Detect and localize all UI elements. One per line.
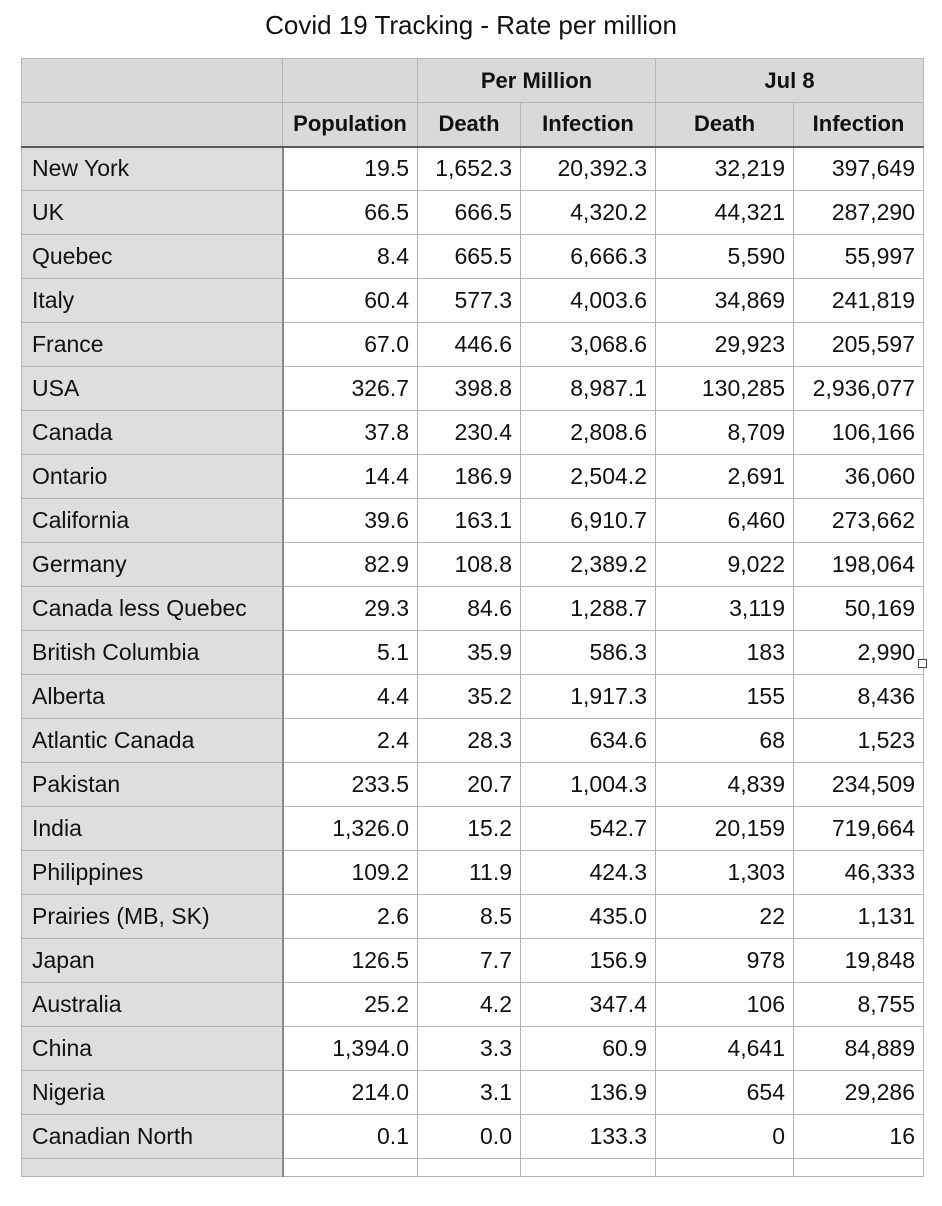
death-cell[interactable]: 4,641 xyxy=(656,1027,794,1071)
infection-cell[interactable]: 36,060 xyxy=(794,455,924,499)
pm-death-cell[interactable]: 3.3 xyxy=(418,1027,521,1071)
pm-infection-cell[interactable]: 2,389.2 xyxy=(521,543,656,587)
pm-death-cell[interactable]: 1,652.3 xyxy=(418,147,521,191)
pm-infection-cell[interactable]: 3,068.6 xyxy=(521,323,656,367)
population-cell[interactable]: 29.3 xyxy=(283,587,418,631)
death-cell[interactable]: 32,219 xyxy=(656,147,794,191)
pm-infection-cell[interactable]: 60.9 xyxy=(521,1027,656,1071)
pm-death-cell[interactable]: 84.6 xyxy=(418,587,521,631)
region-cell[interactable]: China xyxy=(22,1027,283,1071)
pm-infection-cell[interactable]: 133.3 xyxy=(521,1115,656,1159)
pm-death-cell[interactable]: 446.6 xyxy=(418,323,521,367)
infection-cell[interactable]: 241,819 xyxy=(794,279,924,323)
region-cell[interactable]: Germany xyxy=(22,543,283,587)
header-group-date[interactable]: Jul 8 xyxy=(656,59,924,103)
population-cell[interactable]: 66.5 xyxy=(283,191,418,235)
population-cell[interactable]: 67.0 xyxy=(283,323,418,367)
pm-death-cell[interactable]: 3.1 xyxy=(418,1071,521,1115)
infection-cell[interactable]: 106,166 xyxy=(794,411,924,455)
pm-death-cell[interactable]: 11.9 xyxy=(418,851,521,895)
infection-cell[interactable]: 1,131 xyxy=(794,895,924,939)
infection-cell[interactable]: 1,523 xyxy=(794,719,924,763)
region-cell[interactable]: Australia xyxy=(22,983,283,1027)
header-pm-infection[interactable]: Infection xyxy=(521,103,656,147)
population-cell[interactable]: 2.6 xyxy=(283,895,418,939)
death-cell[interactable]: 2,691 xyxy=(656,455,794,499)
region-cell[interactable]: Canadian North xyxy=(22,1115,283,1159)
population-cell[interactable]: 5.1 xyxy=(283,631,418,675)
death-cell[interactable]: 6,460 xyxy=(656,499,794,543)
pm-death-cell[interactable]: 35.9 xyxy=(418,631,521,675)
cell-resize-handle[interactable] xyxy=(918,659,927,668)
region-cell[interactable]: Quebec xyxy=(22,235,283,279)
pm-infection-cell[interactable]: 424.3 xyxy=(521,851,656,895)
empty-cell[interactable] xyxy=(656,1159,794,1177)
infection-cell[interactable]: 2,990 xyxy=(794,631,924,675)
death-cell[interactable]: 155 xyxy=(656,675,794,719)
empty-row xyxy=(22,1159,924,1177)
pm-infection-cell[interactable]: 20,392.3 xyxy=(521,147,656,191)
infection-cell[interactable]: 50,169 xyxy=(794,587,924,631)
table-row xyxy=(22,763,924,807)
death-cell[interactable]: 183 xyxy=(656,631,794,675)
table-row xyxy=(22,499,924,543)
population-cell[interactable]: 214.0 xyxy=(283,1071,418,1115)
death-cell[interactable]: 130,285 xyxy=(656,367,794,411)
death-cell[interactable]: 0 xyxy=(656,1115,794,1159)
table-row xyxy=(22,939,924,983)
header-empty-cell[interactable] xyxy=(283,59,418,103)
infection-cell[interactable]: 273,662 xyxy=(794,499,924,543)
region-cell[interactable]: Canada xyxy=(22,411,283,455)
pm-death-cell[interactable]: 7.7 xyxy=(418,939,521,983)
region-cell[interactable]: Italy xyxy=(22,279,283,323)
pm-death-cell[interactable]: 20.7 xyxy=(418,763,521,807)
infection-cell[interactable]: 8,436 xyxy=(794,675,924,719)
empty-cell[interactable] xyxy=(521,1159,656,1177)
death-cell[interactable]: 20,159 xyxy=(656,807,794,851)
region-cell[interactable]: New York xyxy=(22,147,283,191)
table-row xyxy=(22,807,924,851)
table-row xyxy=(22,851,924,895)
empty-cell[interactable] xyxy=(418,1159,521,1177)
pm-infection-cell[interactable]: 1,004.3 xyxy=(521,763,656,807)
infection-cell[interactable]: 397,649 xyxy=(794,147,924,191)
table-row xyxy=(22,719,924,763)
table-row xyxy=(22,191,924,235)
pm-infection-cell[interactable]: 435.0 xyxy=(521,895,656,939)
infection-cell[interactable]: 84,889 xyxy=(794,1027,924,1071)
pm-death-cell[interactable]: 398.8 xyxy=(418,367,521,411)
infection-cell[interactable]: 2,936,077 xyxy=(794,367,924,411)
population-cell[interactable]: 14.4 xyxy=(283,455,418,499)
pm-death-cell[interactable]: 28.3 xyxy=(418,719,521,763)
header-row-columns xyxy=(22,103,924,147)
region-cell[interactable]: California xyxy=(22,499,283,543)
population-cell[interactable]: 39.6 xyxy=(283,499,418,543)
table-row xyxy=(22,367,924,411)
infection-cell[interactable]: 19,848 xyxy=(794,939,924,983)
pm-death-cell[interactable]: 577.3 xyxy=(418,279,521,323)
death-cell[interactable]: 4,839 xyxy=(656,763,794,807)
region-cell[interactable]: France xyxy=(22,323,283,367)
death-cell[interactable]: 654 xyxy=(656,1071,794,1115)
pm-infection-cell[interactable]: 156.9 xyxy=(521,939,656,983)
region-cell[interactable]: Nigeria xyxy=(22,1071,283,1115)
pm-death-cell[interactable]: 15.2 xyxy=(418,807,521,851)
pm-infection-cell[interactable]: 6,910.7 xyxy=(521,499,656,543)
population-cell[interactable]: 8.4 xyxy=(283,235,418,279)
pm-infection-cell[interactable]: 2,808.6 xyxy=(521,411,656,455)
sheet-title: Covid 19 Tracking - Rate per million xyxy=(265,10,677,40)
death-cell[interactable]: 29,923 xyxy=(656,323,794,367)
pm-infection-cell[interactable]: 1,288.7 xyxy=(521,587,656,631)
table-row xyxy=(22,1115,924,1159)
death-cell[interactable]: 9,022 xyxy=(656,543,794,587)
pm-infection-cell[interactable]: 1,917.3 xyxy=(521,675,656,719)
pm-death-cell[interactable]: 4.2 xyxy=(418,983,521,1027)
table-row xyxy=(22,543,924,587)
population-cell[interactable]: 109.2 xyxy=(283,851,418,895)
population-cell[interactable]: 2.4 xyxy=(283,719,418,763)
infection-cell[interactable]: 198,064 xyxy=(794,543,924,587)
population-cell[interactable]: 233.5 xyxy=(283,763,418,807)
table-row xyxy=(22,631,924,675)
pm-death-cell[interactable]: 35.2 xyxy=(418,675,521,719)
population-cell[interactable]: 37.8 xyxy=(283,411,418,455)
region-cell[interactable]: Japan xyxy=(22,939,283,983)
region-cell[interactable]: Alberta xyxy=(22,675,283,719)
pm-infection-cell[interactable]: 136.9 xyxy=(521,1071,656,1115)
population-cell[interactable]: 126.5 xyxy=(283,939,418,983)
header-empty-cell[interactable] xyxy=(22,59,283,103)
pm-infection-cell[interactable]: 2,504.2 xyxy=(521,455,656,499)
table-row xyxy=(22,1071,924,1115)
pm-infection-cell[interactable]: 4,003.6 xyxy=(521,279,656,323)
header-population[interactable]: Population xyxy=(283,103,418,147)
pm-death-cell[interactable]: 186.9 xyxy=(418,455,521,499)
empty-cell[interactable] xyxy=(283,1159,418,1177)
empty-cell[interactable] xyxy=(22,1159,283,1177)
death-cell[interactable]: 44,321 xyxy=(656,191,794,235)
header-date-death[interactable]: Death xyxy=(656,103,794,147)
death-cell[interactable]: 8,709 xyxy=(656,411,794,455)
pm-infection-cell[interactable]: 634.6 xyxy=(521,719,656,763)
pm-death-cell[interactable]: 666.5 xyxy=(418,191,521,235)
table-row xyxy=(22,323,924,367)
infection-cell[interactable]: 8,755 xyxy=(794,983,924,1027)
header-group-per-million[interactable]: Per Million xyxy=(418,59,656,103)
infection-cell[interactable]: 55,997 xyxy=(794,235,924,279)
population-cell[interactable]: 4.4 xyxy=(283,675,418,719)
pm-infection-cell[interactable]: 347.4 xyxy=(521,983,656,1027)
table-row xyxy=(22,1027,924,1071)
header-pm-death[interactable]: Death xyxy=(418,103,521,147)
death-cell[interactable]: 5,590 xyxy=(656,235,794,279)
covid-table xyxy=(21,58,924,1177)
infection-cell[interactable]: 719,664 xyxy=(794,807,924,851)
infection-cell[interactable]: 287,290 xyxy=(794,191,924,235)
pm-death-cell[interactable]: 665.5 xyxy=(418,235,521,279)
table-row xyxy=(22,235,924,279)
header-empty-cell[interactable] xyxy=(22,103,283,147)
population-cell[interactable]: 19.5 xyxy=(283,147,418,191)
pm-death-cell[interactable]: 108.8 xyxy=(418,543,521,587)
pm-death-cell[interactable]: 230.4 xyxy=(418,411,521,455)
table-row xyxy=(22,147,924,191)
infection-cell[interactable]: 205,597 xyxy=(794,323,924,367)
population-cell[interactable]: 25.2 xyxy=(283,983,418,1027)
region-cell[interactable]: UK xyxy=(22,191,283,235)
pm-infection-cell[interactable]: 4,320.2 xyxy=(521,191,656,235)
pm-infection-cell[interactable]: 542.7 xyxy=(521,807,656,851)
population-cell[interactable]: 82.9 xyxy=(283,543,418,587)
region-cell[interactable]: Canada less Quebec xyxy=(22,587,283,631)
header-row-groups xyxy=(22,59,924,103)
pm-infection-cell[interactable]: 586.3 xyxy=(521,631,656,675)
infection-cell[interactable]: 29,286 xyxy=(794,1071,924,1115)
death-cell[interactable]: 978 xyxy=(656,939,794,983)
region-cell[interactable]: Atlantic Canada xyxy=(22,719,283,763)
population-cell[interactable]: 60.4 xyxy=(283,279,418,323)
population-cell[interactable]: 0.1 xyxy=(283,1115,418,1159)
death-cell[interactable]: 3,119 xyxy=(656,587,794,631)
region-cell[interactable]: Prairies (MB, SK) xyxy=(22,895,283,939)
pm-death-cell[interactable]: 0.0 xyxy=(418,1115,521,1159)
empty-cell[interactable] xyxy=(794,1159,924,1177)
infection-cell[interactable]: 234,509 xyxy=(794,763,924,807)
death-cell[interactable]: 1,303 xyxy=(656,851,794,895)
table-row xyxy=(22,675,924,719)
death-cell[interactable]: 68 xyxy=(656,719,794,763)
region-cell[interactable]: Pakistan xyxy=(22,763,283,807)
table-row xyxy=(22,411,924,455)
table-row xyxy=(22,983,924,1027)
death-cell[interactable]: 34,869 xyxy=(656,279,794,323)
population-cell[interactable]: 326.7 xyxy=(283,367,418,411)
pm-death-cell[interactable]: 8.5 xyxy=(418,895,521,939)
table-row xyxy=(22,587,924,631)
table-row xyxy=(22,895,924,939)
infection-cell[interactable]: 46,333 xyxy=(794,851,924,895)
pm-infection-cell[interactable]: 8,987.1 xyxy=(521,367,656,411)
header-date-infection[interactable]: Infection xyxy=(794,103,924,147)
death-cell[interactable]: 22 xyxy=(656,895,794,939)
death-cell[interactable]: 106 xyxy=(656,983,794,1027)
population-cell[interactable]: 1,394.0 xyxy=(283,1027,418,1071)
region-cell[interactable]: British Columbia xyxy=(22,631,283,675)
infection-cell[interactable]: 16 xyxy=(794,1115,924,1159)
table-row xyxy=(22,279,924,323)
region-cell[interactable]: Philippines xyxy=(22,851,283,895)
pm-death-cell[interactable]: 163.1 xyxy=(418,499,521,543)
region-cell[interactable]: USA xyxy=(22,367,283,411)
table-row xyxy=(22,455,924,499)
population-cell[interactable]: 1,326.0 xyxy=(283,807,418,851)
region-cell[interactable]: India xyxy=(22,807,283,851)
region-cell[interactable]: Ontario xyxy=(22,455,283,499)
pm-infection-cell[interactable]: 6,666.3 xyxy=(521,235,656,279)
